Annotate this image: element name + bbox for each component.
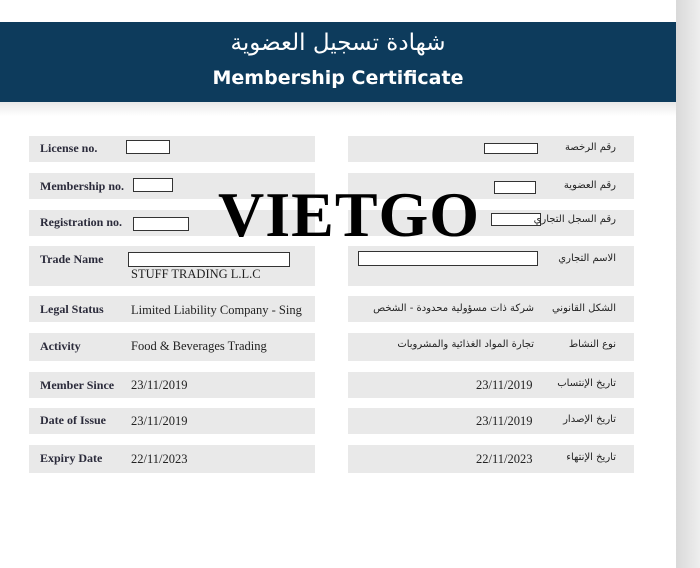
- redaction-trade-name-en: [128, 252, 290, 267]
- label-trade-name-ar: الاسم التجاري: [558, 253, 616, 264]
- value-legal-status-ar: شركة ذات مسؤولية محدودة - الشخص: [373, 303, 534, 314]
- value-expiry-date-en: 22/11/2023: [131, 452, 188, 466]
- label-license-ar: رقم الرخصة: [564, 142, 616, 153]
- value-expiry-date-ar: 22/11/2023: [476, 452, 533, 466]
- title-arabic: شهادة تسجيل العضوية: [230, 30, 446, 56]
- label-trade-name-en: Trade Name: [40, 252, 104, 266]
- redaction-license-en: [126, 140, 170, 154]
- label-membership-ar: رقم العضوية: [563, 180, 616, 191]
- redaction-membership-en: [133, 178, 173, 192]
- certificate-header: [0, 22, 676, 102]
- redaction-membership-ar: [494, 181, 536, 194]
- label-member-since-en: Member Since: [40, 378, 115, 392]
- label-expiry-date-ar: تاريخ الإنتهاء: [566, 452, 616, 463]
- vietgo-watermark: VIETGO: [218, 179, 481, 250]
- value-member-since-en: 23/11/2019: [131, 378, 188, 392]
- header-shadow: [0, 102, 676, 116]
- value-trade-name-en: STUFF TRADING L.L.C: [131, 267, 261, 281]
- value-date-of-issue-en: 23/11/2019: [131, 414, 188, 428]
- value-activity-ar: تجارة المواد الغذائية والمشروبات: [397, 339, 534, 350]
- label-legal-status-en: Legal Status: [40, 302, 104, 316]
- redaction-license-ar: [484, 143, 538, 154]
- label-registration-ar: رقم السجل التجاري: [533, 214, 616, 225]
- label-activity-ar: نوع النشاط: [568, 339, 616, 350]
- redaction-trade-name-ar: [358, 251, 538, 266]
- label-expiry-date-en: Expiry Date: [40, 451, 103, 465]
- redaction-registration-en: [133, 217, 189, 231]
- page-edge-shadow: [676, 0, 700, 568]
- label-member-since-ar: تاريخ الإنتساب: [557, 378, 616, 389]
- value-activity-en: Food & Beverages Trading: [131, 339, 267, 353]
- label-date-of-issue-en: Date of Issue: [40, 413, 106, 427]
- value-date-of-issue-ar: 23/11/2019: [476, 414, 533, 428]
- label-date-of-issue-ar: تاريخ الإصدار: [563, 414, 616, 425]
- label-activity-en: Activity: [40, 339, 81, 353]
- title-english: Membership Certificate: [212, 67, 464, 89]
- label-membership-en: Membership no.: [40, 179, 124, 193]
- value-legal-status-en: Limited Liability Company - Sing: [131, 303, 302, 317]
- label-registration-en: Registration no.: [40, 215, 122, 229]
- label-legal-status-ar: الشكل القانوني: [551, 303, 616, 314]
- value-member-since-ar: 23/11/2019: [476, 378, 533, 392]
- label-license-en: License no.: [40, 141, 98, 155]
